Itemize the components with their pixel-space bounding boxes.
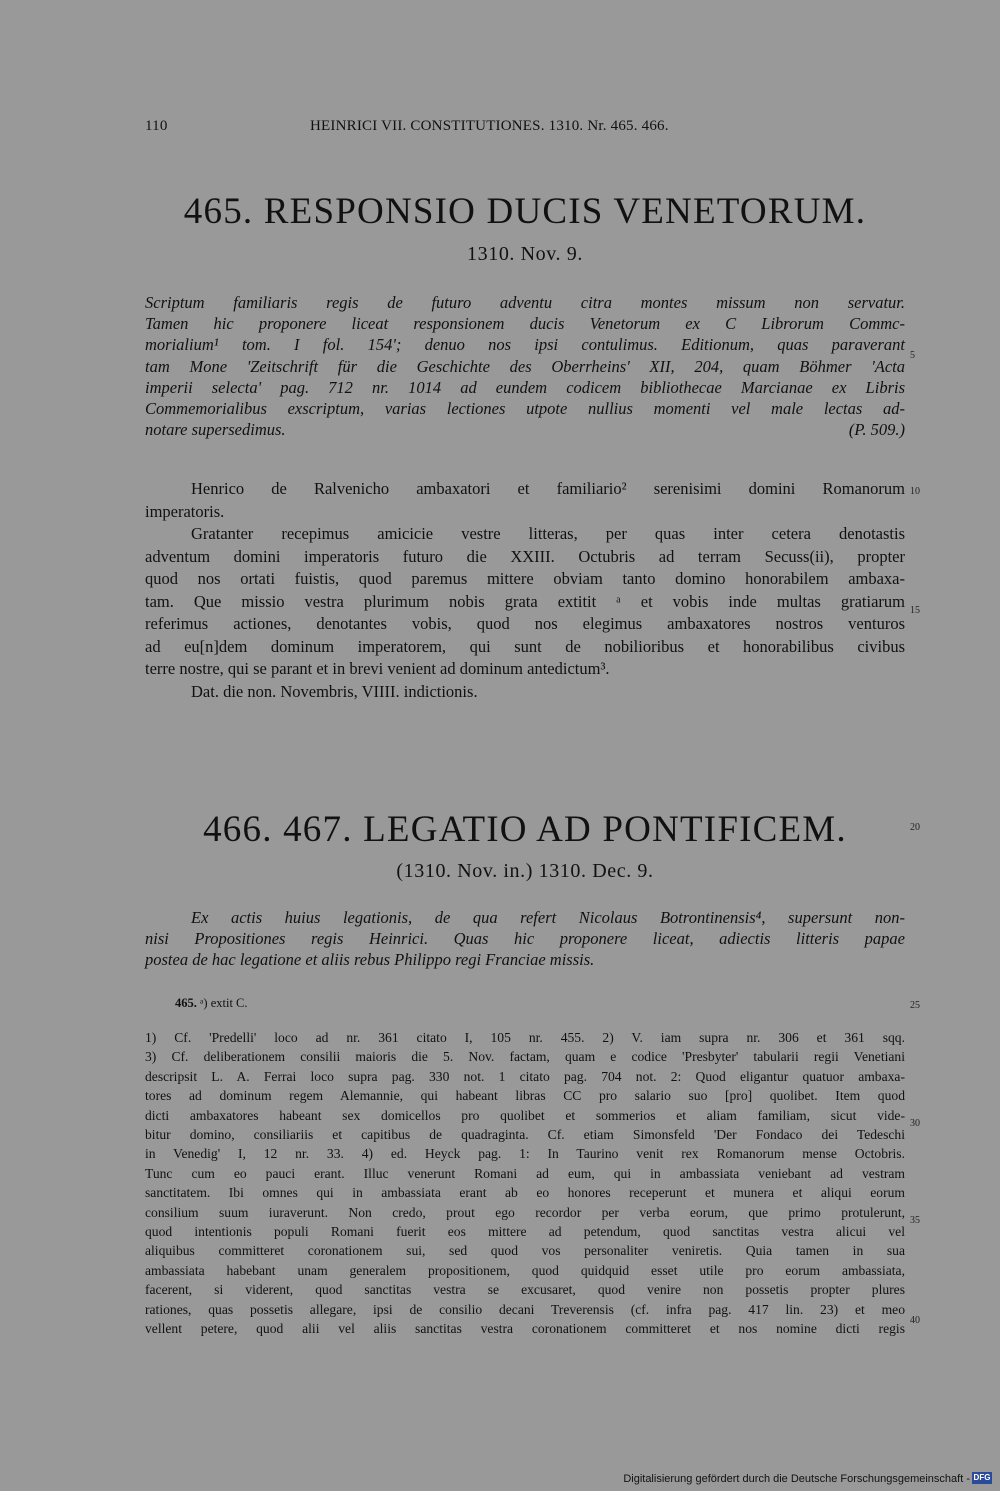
line-number: 10 bbox=[910, 486, 920, 497]
note-line: sanctitatem. Ibi omnes qui in ambassiata erant ab eo honores receperunt et munera et aliqui eorum bbox=[145, 1185, 905, 1201]
doc-466-date: (1310. Nov. in.) 1310. Dec. 9. bbox=[396, 860, 654, 882]
body-line: ad eu[n]dem dominum imperatorem, qui sunt de nobilioribus et honorabilibus civibus bbox=[145, 636, 905, 656]
body-line: referimus actiones, denotantes vobis, quod nos elegimus ambaxatores nostros venturos bbox=[145, 614, 905, 633]
apparatus-ref: 465. bbox=[175, 996, 197, 1010]
note-line: quod intentionis populi Romani fuerit eos mittere ad petendum, quod sanctitas vestra alicui vel bbox=[145, 1224, 905, 1240]
line-number: 20 bbox=[910, 822, 920, 833]
intro-line: Commemorialibus exscriptum, varias lectiones utpote nullius momenti vel male lectas ad- bbox=[145, 399, 905, 419]
intro-line-last bbox=[145, 419, 905, 440]
digitization-credit: Digitalisierung gefördert durch die Deutsche Forschungsgemeinschaft - bbox=[623, 1473, 970, 1485]
line-number: 15 bbox=[910, 605, 920, 616]
intro-line: notare supersedimus. bbox=[145, 420, 286, 440]
doc-466-intro bbox=[145, 907, 905, 971]
footnotes bbox=[145, 1028, 905, 1339]
running-head-title: HEINRICI VII. CONSTITUTIONES. 1310. Nr. 465. 466. bbox=[310, 118, 669, 134]
note-line: rationes, quas possetis allegare, ipsi de consilio decani Treverensis (cf. infra pag. 417 lin. 23) et meo bbox=[145, 1301, 905, 1317]
apparatus-criticus bbox=[175, 996, 248, 1011]
intro-line: Tamen hic proponere liceat responsionem ducis Venetorum ex C Librorum Commc- bbox=[145, 314, 905, 334]
body-line: terre nostre, qui se parant et in brevi venient ad dominum antedictum³. bbox=[145, 659, 610, 678]
note-line: Tunc cum eo pauci erant. Illuc venerunt Romani ad eum, qui in ambassiata veniebant ad vestram bbox=[145, 1165, 905, 1181]
note-line: aliquibus committeret coronationem sui, sed quod vos personaliter veniretis. Quia tamen in sua bbox=[145, 1243, 905, 1259]
note-line: 1) Cf. 'Predelli' loco ad nr. 361 citato I, 105 nr. 455. 2) V. iam supra nr. 306 et 361 sqq. bbox=[145, 1030, 905, 1045]
line-number: 30 bbox=[910, 1118, 920, 1129]
line-number: 40 bbox=[910, 1315, 920, 1326]
siglum: (P. 509.) bbox=[848, 420, 905, 440]
dfg-logo-icon: DFG bbox=[973, 1473, 991, 1482]
body-line: tam. Que missio vestra plurimum nobis grata extitit ᵃ et vobis inde multas gratiarum bbox=[145, 591, 905, 611]
doc-465-date: 1310. Nov. 9. bbox=[467, 243, 583, 265]
note-line: tores ad dominum regem Alemannie, qui habeant libras CC pro salario suo [pro] quolibet. Item quod bbox=[145, 1088, 905, 1104]
line-number: 35 bbox=[910, 1215, 920, 1226]
note-line: vellent petere, quod alii vel aliis sanctitas vestra coronationem committeret et nos nomine dicti regis bbox=[145, 1321, 905, 1337]
note-line: bitur domino, consiliariis et capitibus de quadraginta. Cf. etiam Simonsfeld 'Der Fondaco dei Tedeschi bbox=[145, 1127, 905, 1143]
intro-line: Ex actis huius legationis, de qua refert Nicolaus Botrontinensis⁴, supersunt non- bbox=[191, 908, 905, 927]
line-number: 5 bbox=[910, 350, 915, 361]
body-line: Henrico de Ralvenicho ambaxatori et familiario² serenisimi domini Romanorum bbox=[191, 479, 905, 498]
intro-line: imperii selecta' pag. 712 nr. 1014 ad eundem codicem bibliothecae Marcianae ex Libris bbox=[145, 377, 905, 397]
page-number: 110 bbox=[145, 118, 168, 134]
body-line: imperatoris. bbox=[145, 501, 225, 521]
body-line: Dat. die non. Novembris, VIIII. indictionis. bbox=[191, 681, 478, 701]
apparatus-text: ᵃ) extit C. bbox=[200, 996, 248, 1010]
note-line: 3) Cf. deliberationem consilii maioris die 5. Nov. factam, quam e codice 'Presbyter' tabularii regii Venetiani bbox=[145, 1049, 905, 1065]
note-line: in Venedig' I, 12 nr. 33. 4) ed. Heyck pag. 1: In Taurino venit rex Romanorum mense Octobris. bbox=[145, 1146, 905, 1162]
note-line: descripsit L. A. Ferrai loco supra pag. 330 not. 1 citato pag. 704 not. 2: Quod eligantur quatuor ambaxa- bbox=[145, 1068, 905, 1084]
doc-466-title: 466. 467. LEGATIO AD PONTIFICEM. bbox=[203, 809, 847, 850]
line-number: 25 bbox=[910, 1000, 920, 1011]
note-line: facerent, si viderent, quod sanctitas vestra se excusaret, quod venire non possetis propter plures bbox=[145, 1282, 905, 1298]
note-line: dicti ambaxatores habeant sex domicellos pro quolibet et sommerios et aliam familiam, sicut vide- bbox=[145, 1107, 905, 1123]
intro-line: Scriptum familiaris regis de futuro adventu citra montes missum non servatur. bbox=[145, 293, 905, 312]
intro-line: nisi Propositiones regis Heinrici. Quas hic proponere liceat, adiectis litteris papae bbox=[145, 929, 905, 949]
body-line: adventum domini imperatoris futuro die XXIII. Octubris ad terram Secuss(ii), propter bbox=[145, 546, 905, 566]
doc-465-intro bbox=[145, 292, 905, 440]
doc-465-body bbox=[145, 478, 905, 703]
body-line: Gratanter recepimus amicicie vestre litteras, per quas inter cetera denotastis bbox=[191, 524, 905, 543]
intro-line: tam Mone 'Zeitschrift für die Geschichte des Oberrheins' XII, 204, quam Böhmer 'Acta bbox=[145, 356, 905, 376]
doc-465-title: 465. RESPONSIO DUCIS VENETORUM. bbox=[183, 191, 867, 232]
note-line: ambassiata habebant unam generalem propositionem, quod quidquid esset utile pro eorum ambassiata, bbox=[145, 1262, 905, 1278]
intro-line: postea de hac legatione et aliis rebus Philippo regi Franciae missis. bbox=[145, 950, 595, 970]
note-line: consilium suum iuraverunt. Non credo, prout ego recordor per verba eorum, que primo protulerunt, bbox=[145, 1204, 905, 1220]
body-line: quod nos ortati fuistis, quod paremus mittere obviam tanto domino honorabilem ambaxa- bbox=[145, 569, 905, 588]
intro-line: morialium¹ tom. I fol. 154'; denuo nos ipsi contulimus. Editionum, quas paraverant bbox=[145, 335, 905, 355]
